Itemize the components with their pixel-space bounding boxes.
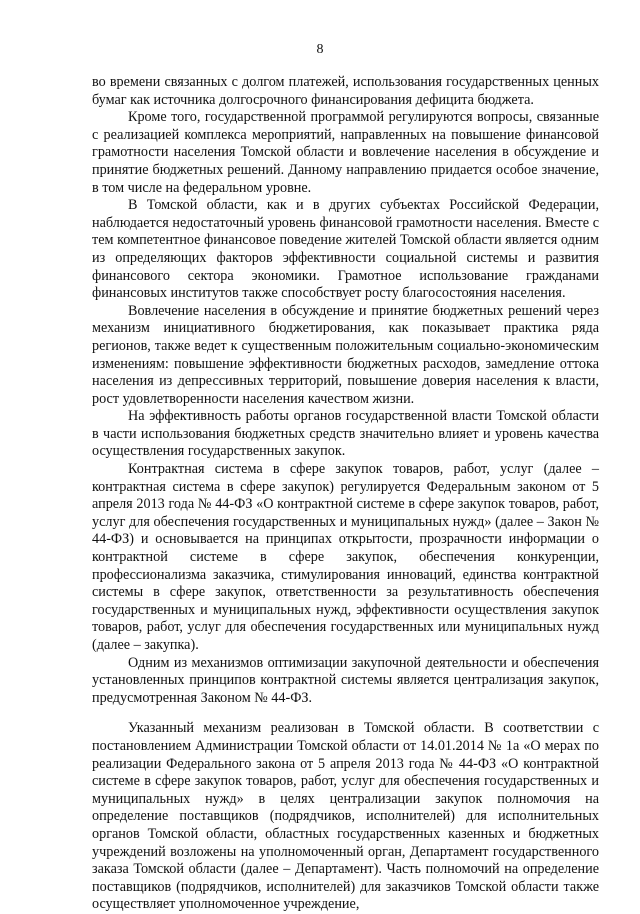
paragraph-8: Указанный механизм реализован в Томской области. В соответствии с постановлением Администрации Томской области от 14.01.2014 № 1а «О мерах по реализации Федерального закона от 5 апреля 2013 года № 44-ФЗ «О контрактной системе в сфере закупок товаров, работ, услуг для обеспечения государственных и муниципальных нужд» в целях централизации закупок полномочия на определение поставщиков (подрядчиков, исполнителей) для исполнительных органов Томской области, областных государственных казенных и бюджетных учреждений возложены на уполномоченный орган, Департамент государственного заказа Томской области (далее – Департамент). Часть полномочий на определение поставщиков (подрядчиков, исполнителей) для заказчиков Томской области также осуществляет уполномоченное учреждение, xyxy=(92,720,599,913)
paragraph-7: Одним из механизмов оптимизации закупочной деятельности и обеспечения установленных принципов контрактной системы является централизация закупок, предусмотренная Законом № 44-ФЗ. xyxy=(92,654,599,706)
document-body xyxy=(92,74,599,914)
paragraph-5: На эффективность работы органов государственной власти Томской области в части использования бюджетных средств значительно влияет и уровень качества осуществления государственных закупок. xyxy=(92,408,599,460)
paragraph-1: во времени связанных с долгом платежей, использования государственных ценных бумаг как источника долгосрочного финансирования дефицита бюджета. xyxy=(92,74,599,108)
paragraph-6: Контрактная система в сфере закупок товаров, работ, услуг (далее – контрактная система в сфере закупок) регулируется Федеральным законом от 5 апреля 2013 года № 44-ФЗ «О контрактной системе в сфере закупок товаров, работ, услуг для обеспечения государственных и муниципальных нужд» (далее – Закон № 44-ФЗ) и основывается на принципах открытости, прозрачности информации о контрактной системе в сфере закупок, обеспечения конкуренции, профессионализма заказчика, стимулирования инноваций, единства контрактной системы в сфере закупок, ответственности за результативность обеспечения государственных и муниципальных нужд, эффективности осуществления закупок товаров, работ, услуг для обеспечения государственных или муниципальных нужд (далее – закупка). xyxy=(92,461,599,653)
page-number: 8 xyxy=(316,42,324,57)
paragraph-3: В Томской области, как и в других субъектах Российской Федерации, наблюдается недостаточный уровень финансовой грамотности населения. Вместе с тем компетентное финансовое поведение жителей Томской области является одним из определяющих факторов эффективности социальной системы и развития финансового сектора экономики. Грамотное использование гражданами финансовых институтов также способствует росту благосостояния населения. xyxy=(92,197,599,302)
paragraph-2: Кроме того, государственной программой регулируются вопросы, связанные с реализацией комплекса мероприятий, направленных на повышение финансовой грамотности населения Томской области и вовлечение населения в обсуждение и принятие бюджетных решений. Данному направлению придается особое значение, в том числе на федеральном уровне. xyxy=(92,109,599,196)
paragraph-4: Вовлечение населения в обсуждение и принятие бюджетных решений через механизм инициативного бюджетирования, как показывает практика ряда регионов, также ведет к существенным положительным социально-экономическим изменениям: повышение эффективности бюджетных расходов, замедление оттока населения из депрессивных территорий, повышение доверия населения к власти, рост удовлетворенности населения качеством жизни. xyxy=(92,302,599,407)
paragraph-spacer xyxy=(92,707,599,720)
